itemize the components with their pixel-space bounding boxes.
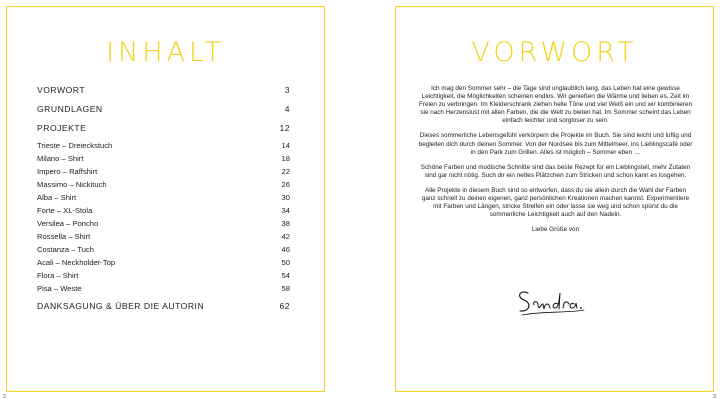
toc-project-entry — [37, 193, 290, 202]
toc-project-label: Forte – XL-Stola — [37, 206, 93, 215]
toc-project-label: Rossella – Shirt — [37, 232, 91, 241]
toc-project-page: 54 — [281, 271, 290, 280]
toc-project-label: Alba – Shirt — [37, 193, 77, 202]
toc-project-page: 58 — [281, 284, 290, 293]
toc-entry-grundlagen — [37, 104, 290, 114]
toc-project-page: 50 — [281, 258, 290, 267]
toc-project-page: 26 — [281, 180, 290, 189]
toc-project-entry — [37, 271, 290, 280]
signature-image — [514, 283, 614, 323]
toc-project-entry — [37, 141, 290, 150]
foreword-paragraph: Ich mag den Sommer sehr – die Tage sind unglaublich lang, das Leben hat eine gewisse Leichtigkeit, die Möglichkeiten scheinen endlos. Wir genießen die Wärme und lieben es, Zeit im Freien zu verbringen. Im Kleiderschrank ziehen helle Töne und viel Weiß ein und wir kombinieren sie nach Herzenslust mit allen Farben, die die Welt zu bieten hat. Im Sommer scheint das Leben einfach leichter und sorgloser zu sein. — [418, 85, 693, 125]
toc-project-entry — [37, 180, 290, 189]
right-page-number: 3 — [713, 394, 717, 400]
foreword-body — [418, 85, 693, 241]
toc-entry-label: PROJEKTE — [37, 123, 87, 133]
toc-project-entry — [37, 258, 290, 267]
toc-project-entry — [37, 245, 290, 254]
toc-entry-page: 3 — [284, 85, 290, 95]
toc-project-label: Trieste – Dreieckstuch — [37, 141, 113, 150]
toc-project-label: Versilea – Poncho — [37, 219, 99, 228]
toc-entry-page: 12 — [279, 123, 290, 133]
toc-project-page: 22 — [281, 167, 290, 176]
toc-project-label: Acali – Neckholder-Top — [37, 258, 116, 267]
toc-entry-page: 62 — [279, 301, 290, 311]
toc-project-label: Pisa – Weste — [37, 284, 82, 293]
foreword-paragraph: Alle Projekte in diesem Buch sind so entworfen, dass du sie allein durch die Wahl der Farben ganz schnell zu deinen eigenen, ganz persönlichen Kreationen machen kannst. Experimentiere mit Farben und Längen, stricke Streifen ein oder lasse sie weg und schon spürst du die sommerliche Leichtigkeit auch auf den Nadeln. — [421, 186, 690, 219]
toc-project-label: Massimo – Nickituch — [37, 180, 107, 189]
foreword-greeting: Liebe Grüße von — [531, 226, 580, 234]
foreword-paragraph: Dieses sommerliche Lebensgefühl verkörpern die Projekte im Buch. Sie sind leicht und luftig und begleiten dich durch deinen Sommer. Von der Nordsee bis zum Mittelmeer, ins Lieblingscafé oder in den Park zum Grillen. Alles ist möglich – Sommer eben … — [418, 132, 693, 156]
toc-entry-label: GRUNDLAGEN — [37, 104, 103, 114]
toc-entry-vorwort — [37, 85, 290, 95]
foreword-paragraph: Schöne Farben und modische Schnitte sind das beste Rezept für ein Lieblingsteil, mehr Zutaten sind gar nicht nötig. Such dir ein nettes Plätzchen zum Stricken und schon kann es losgehen. — [420, 163, 691, 179]
toc-project-entry — [37, 154, 290, 163]
toc-project-page: 18 — [281, 154, 290, 163]
foreword-title: VORWORT — [471, 37, 638, 68]
toc-project-page: 46 — [281, 245, 290, 254]
toc-project-page: 42 — [281, 232, 290, 241]
toc-entry-page: 4 — [284, 104, 290, 114]
toc-project-page: 14 — [281, 141, 290, 150]
toc-project-entry — [37, 232, 290, 241]
toc-title: INHALT — [106, 37, 225, 68]
toc-project-label: Flora – Shirt — [37, 271, 79, 280]
toc-entry-projekte — [37, 123, 290, 133]
toc-project-label: Costanza – Tuch — [37, 245, 94, 254]
toc-entry-label: DANKSAGUNG & ÜBER DIE AUTORIN — [37, 301, 205, 311]
toc-project-entry — [37, 219, 290, 228]
toc-project-page: 30 — [281, 193, 290, 202]
left-page-number: 2 — [3, 394, 7, 400]
toc-project-page: 34 — [281, 206, 290, 215]
toc-entry-label: VORWORT — [37, 85, 86, 95]
toc-project-entry — [37, 284, 290, 293]
foreword-page-frame — [395, 6, 714, 392]
toc-project-label: Impero – Raffshirt — [37, 167, 98, 176]
toc-project-entry — [37, 167, 290, 176]
toc-project-label: Milano – Shirt — [37, 154, 84, 163]
toc-project-page: 38 — [281, 219, 290, 228]
toc-entry-danksagung — [37, 301, 290, 311]
toc-page-frame — [6, 6, 325, 392]
toc-project-entry — [37, 206, 290, 215]
